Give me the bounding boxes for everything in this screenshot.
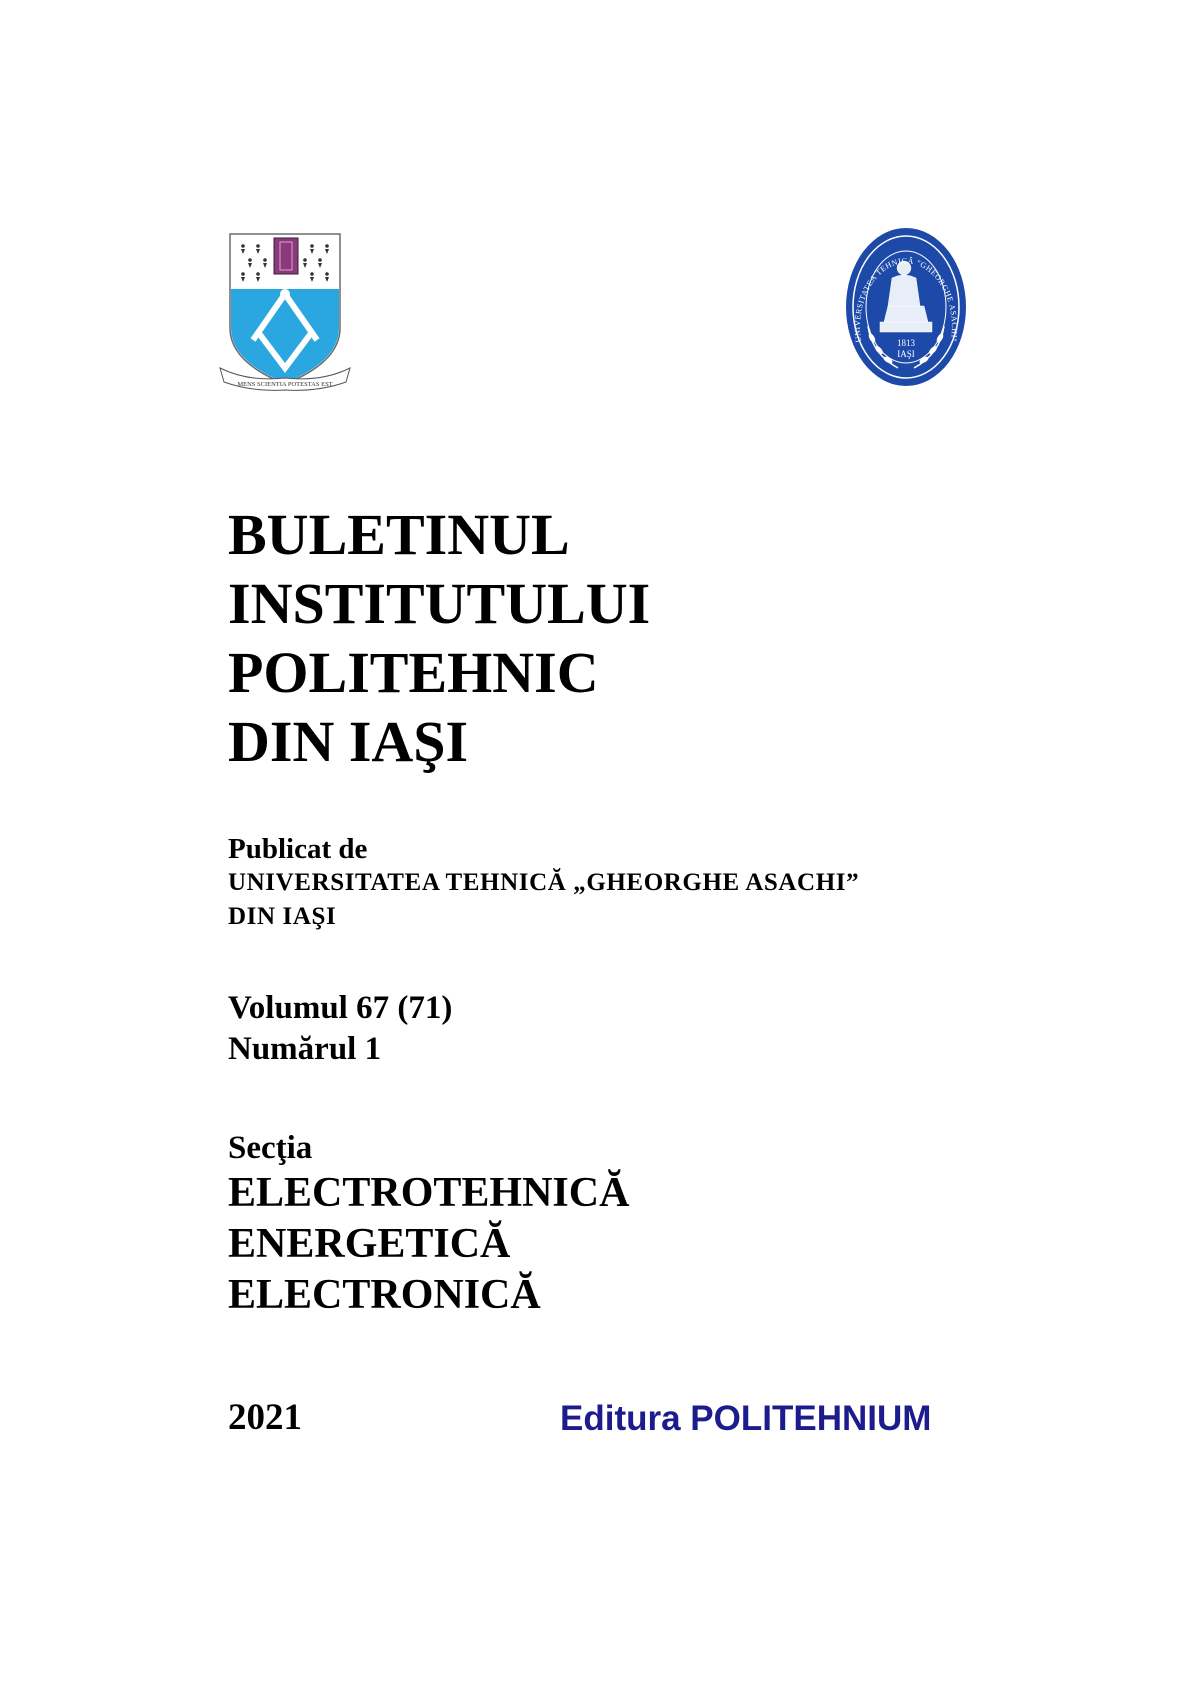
motto-text: MENS SCIENTIA POTESTAS EST	[237, 381, 333, 388]
title-line: DIN IAŞI	[228, 709, 469, 774]
section-name-line: ELECTROTEHNICĂ	[228, 1170, 630, 1216]
volume-number: Volumul 67 (71)	[228, 990, 453, 1026]
publisher-name: Editura POLITEHNIUM	[560, 1399, 932, 1438]
seal-year: 1813	[897, 338, 915, 348]
section-label: Secţia	[228, 1130, 313, 1166]
title-line: BULETINUL	[228, 502, 570, 567]
volume-block	[228, 988, 452, 1070]
coat-of-arms-icon	[218, 232, 352, 396]
publisher-block	[228, 832, 859, 934]
section-name-line: ELECTRONICĂ	[228, 1272, 541, 1318]
publication-year: 2021	[228, 1397, 302, 1438]
university-name-line: UNIVERSITATEA TEHNICĂ „GHEORGHE ASACHI”	[228, 869, 860, 896]
university-name-line: DIN IAŞI	[228, 903, 337, 930]
journal-title	[228, 500, 650, 776]
issue-number: Numărul 1	[228, 1031, 382, 1067]
university-seal-icon	[844, 226, 968, 388]
seal-city: IAŞI	[897, 349, 915, 359]
section-block	[228, 1128, 629, 1321]
title-line: INSTITUTULUI	[228, 571, 651, 636]
seal-ring-text: UNIVERSITATEA TEHNICĂ "GHEORGHE ASACHI"	[852, 256, 960, 343]
published-by-label: Publicat de	[228, 833, 368, 865]
section-name-line: ENERGETICĂ	[228, 1221, 511, 1267]
title-line: POLITEHNIC	[228, 640, 599, 705]
